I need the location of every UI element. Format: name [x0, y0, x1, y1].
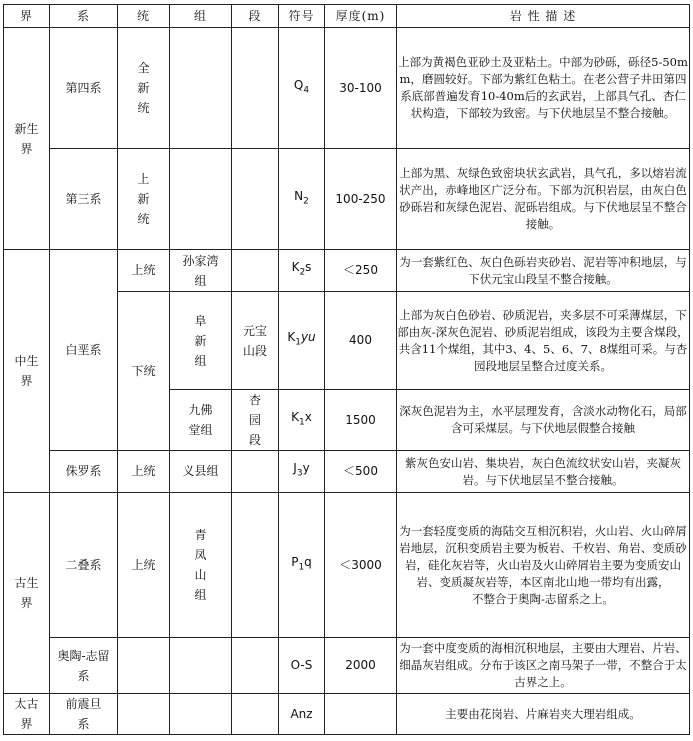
- thickness-tertiary: 100-250: [325, 149, 397, 250]
- thickness-presinian: [325, 694, 397, 735]
- formation-ordo-silurian: [170, 638, 232, 694]
- member-yuanbaoshan-cell: [232, 292, 279, 390]
- era-archean-cell: [4, 694, 50, 735]
- era-paleozoic-cell: [4, 493, 50, 694]
- series-presinian: [118, 694, 170, 735]
- description-quaternary: 上部为黄褐色亚砂土及亚粘土。中部为砂砾，砾径5-50mm，磨圆较好。下部为紫红色粘土。在老公营子井田第四系底部普遍发育10-40m后的玄武岩，上部具气孔、杏仁状构造，下部较为致密。与下伏地层呈不整合接触。: [397, 28, 690, 149]
- description-jurassic: 紫灰色安山岩、集块岩，灰白色流纹状安山岩，夹凝灰岩。与下伏地层呈不整合接触。: [397, 451, 690, 493]
- system-ordo-silurian: 奥陶-志留系: [57, 648, 110, 683]
- table-row-ordo-silurian: [4, 638, 690, 694]
- series-jurassic: 上统: [118, 451, 170, 493]
- header-houdu: 厚度(m): [325, 5, 397, 28]
- table-row-sunjiawan: [4, 250, 690, 292]
- era-archean: 太古界: [14, 697, 39, 731]
- era-mesozoic-cell: [4, 250, 50, 493]
- formation-sunjiawan: 孙家湾组: [182, 253, 219, 288]
- symbol-xingyuan: $K_1x$: [279, 390, 325, 451]
- formation-fuxin: 阜新组: [194, 313, 207, 368]
- system-jurassic: 侏罗系: [50, 451, 118, 493]
- member-xingyuan-cell: [232, 390, 279, 451]
- table-row-quaternary: [4, 28, 690, 149]
- system-quaternary: 第四系: [50, 28, 118, 149]
- thickness-sunjiawan: ＜250: [325, 250, 397, 292]
- formation-qingfengshan: 青凤山组: [194, 528, 207, 602]
- member-jurassic: [232, 451, 279, 493]
- formation-yixian: 义县组: [170, 451, 232, 493]
- member-ordo-silurian: [232, 638, 279, 694]
- description-yuanbaoshan: 上部为灰白色砂岩、砂质泥岩，夹多层不可采薄煤层，下部由灰-深灰色泥岩、砂质泥岩组成，该段为主要含煤段，共含11个煤组，其中3、4、5、6、7、8煤组可采。与杏园段地层呈整合过度关系。: [397, 292, 690, 390]
- era-cenozoic-cell: [4, 28, 50, 250]
- thickness-yuanbaoshan: 400: [325, 292, 397, 390]
- description-permian: 为一套轻度变质的海陆交互相沉积岩，火山岩、火山碎屑岩地层，沉积变质岩主要为板岩、千枚岩、角岩、变质砂岩，硅化灰岩等，火山岩及火山碎屑岩主要为变质安山岩、变质凝灰岩等，本区南北山地一带均有出露， 不整合于奥陶-志留系之上。: [397, 493, 690, 638]
- member-permian: [232, 493, 279, 638]
- member-xingyuan: 杏园段: [248, 393, 261, 447]
- era-paleozoic: 古生界: [14, 576, 39, 610]
- stratigraphic-table: [3, 4, 690, 735]
- symbol-sunjiawan: $K_2s$: [279, 250, 325, 292]
- series-tertiary: 上新统: [137, 172, 150, 226]
- thickness-ordo-silurian: 2000: [325, 638, 397, 694]
- system-ordo-silurian-cell: [50, 638, 118, 694]
- formation-qingfengshan-cell: [170, 493, 232, 638]
- formation-jiufotang-cell: [170, 390, 232, 451]
- thickness-quaternary: 30-100: [325, 28, 397, 149]
- era-mesozoic: 中生界: [14, 354, 39, 388]
- header-duan: 段: [232, 5, 279, 28]
- description-ordo-silurian: 为一套中度变质的海相沉积地层，主要由大理岩、片岩、细晶灰岩组成。分布于该区之南马架子一带，不整合于太古界之上。: [397, 638, 690, 694]
- header-xi: 系: [50, 5, 118, 28]
- system-permian: 二叠系: [50, 493, 118, 638]
- table-row-permian: [4, 493, 690, 638]
- formation-tertiary: [170, 149, 232, 250]
- symbol-quaternary: $Q_4$: [279, 28, 325, 149]
- symbol-jurassic: $J_3y$: [279, 451, 325, 493]
- symbol-yuanbaoshan: $K_1yu$: [279, 292, 325, 390]
- header-fuhao: 符号: [279, 5, 325, 28]
- table-row-jurassic: [4, 451, 690, 493]
- header-row: [4, 5, 690, 28]
- description-xingyuan: 深灰色泥岩为主，水平层理发育，含淡水动物化石，局部含可采煤层。与下伏地层假整合接触: [397, 390, 690, 451]
- description-presinian: 主要由花岗岩、片麻岩夹大理岩组成。: [397, 694, 690, 735]
- thickness-permian: ＜3000: [325, 493, 397, 638]
- system-tertiary: 第三系: [50, 149, 118, 250]
- header-tong: 统: [118, 5, 170, 28]
- member-quaternary: [232, 28, 279, 149]
- formation-sunjiawan-cell: [170, 250, 232, 292]
- symbol-ordo-silurian: O-S: [279, 638, 325, 694]
- thickness-xingyuan: 1500: [325, 390, 397, 451]
- description-sunjiawan: 为一套紫红色、灰白色砾岩夹砂岩、泥岩等冲积地层，与下伏元宝山段呈不整合接触。: [397, 250, 690, 292]
- member-sunjiawan: [232, 250, 279, 292]
- formation-jiufotang: 九佛堂组: [188, 403, 213, 437]
- table-row-tertiary: [4, 149, 690, 250]
- member-yuanbaoshan: 元宝山段: [242, 323, 267, 358]
- series-tertiary-cell: [118, 149, 170, 250]
- symbol-permian: $P_1q$: [279, 493, 325, 638]
- member-presinian: [232, 694, 279, 735]
- series-quaternary: 全新统: [137, 61, 150, 115]
- member-tertiary: [232, 149, 279, 250]
- system-cretaceous: 白垩系: [50, 250, 118, 451]
- system-presinian-cell: [50, 694, 118, 735]
- era-cenozoic: 新生界: [14, 121, 39, 156]
- thickness-jurassic: ＜500: [325, 451, 397, 493]
- series-sunjiawan: 上统: [118, 250, 170, 292]
- header-jie: 界: [4, 5, 50, 28]
- table-row-presinian: [4, 694, 690, 735]
- symbol-presinian: Anz: [279, 694, 325, 735]
- series-quaternary-cell: [118, 28, 170, 149]
- symbol-tertiary: $N_2$: [279, 149, 325, 250]
- formation-presinian: [170, 694, 232, 735]
- series-permian: 上统: [118, 493, 170, 638]
- description-tertiary: 上部为黑、灰绿色致密块状玄武岩，具气孔，多以熔岩流状产出，赤峰地区广泛分布。下部为沉积岩层，由灰白色砂砾岩和灰绿色泥岩、泥砾岩组成。与下伏地层呈不整合接触。: [397, 149, 690, 250]
- header-miaoshu: 岩 性 描 述: [397, 5, 690, 28]
- series-ordo-silurian: [118, 638, 170, 694]
- header-zu: 组: [170, 5, 232, 28]
- system-presinian: 前震旦系: [65, 697, 102, 731]
- series-lower-cretaceous: 下统: [118, 292, 170, 451]
- formation-fuxin-cell: [170, 292, 232, 390]
- formation-quaternary: [170, 28, 232, 149]
